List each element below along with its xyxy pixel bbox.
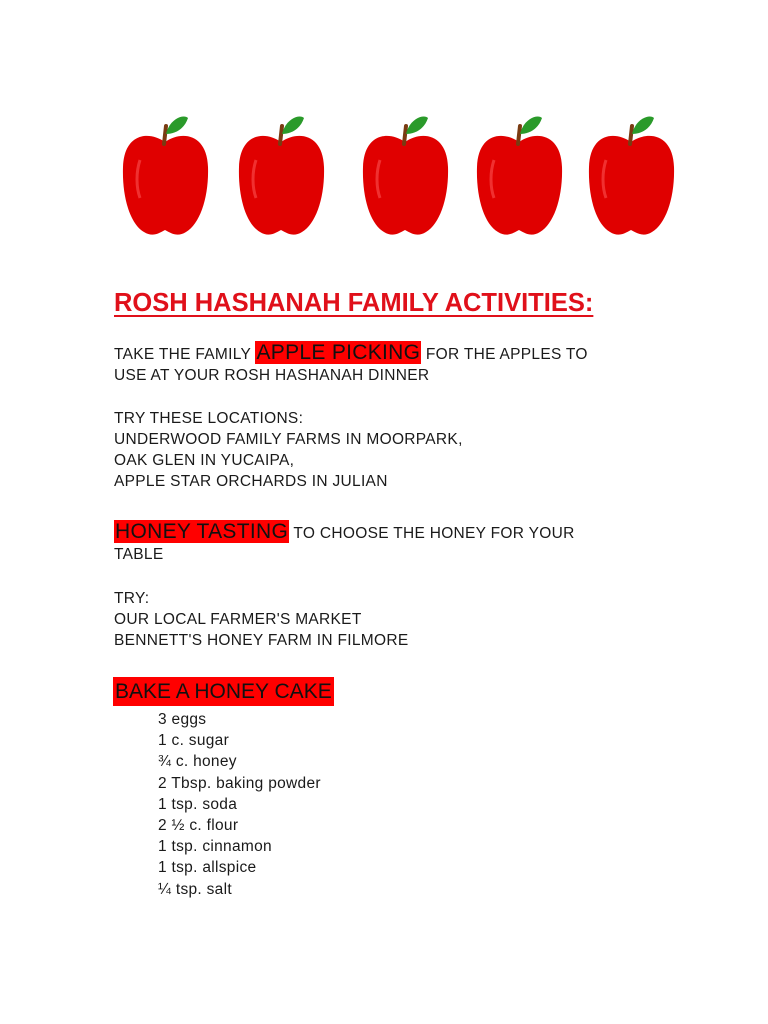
honey-tasting-paragraph [114,520,575,565]
apple-icon [234,112,329,242]
ingredient-item: 2 ½ c. flour [158,817,239,835]
apple-banner [110,112,690,247]
try-block [114,588,408,651]
ingredient-item: 1 tsp. soda [158,795,238,813]
apple-icon [472,112,567,242]
try-heading: TRY: [114,590,150,607]
honey-tasting-line2: TABLE [114,546,164,563]
try-item: OUR LOCAL FARMER'S MARKET [114,611,362,628]
page-title: ROSH HASHANAH FAMILY ACTIVITIES: [114,289,594,317]
apple-icon [358,112,453,242]
try-item: BENNETT'S HONEY FARM IN FILMORE [114,632,409,649]
ingredient-item: 1 tsp. cinnamon [158,838,272,856]
location-item: OAK GLEN IN YUCAIPA, [114,452,295,469]
apple-icon [118,112,213,242]
ingredient-item: ¼ tsp. salt [158,880,232,898]
honey-tasting-suffix: TO CHOOSE THE HONEY FOR YOUR [289,525,575,542]
locations-heading: TRY THESE LOCATIONS: [114,410,304,427]
apple-icon [584,112,679,242]
ingredient-item: ¾ c. honey [158,753,237,771]
locations-block [114,408,463,492]
ingredient-item: 2 Tbsp. baking powder [158,774,321,792]
ingredient-item: 3 eggs [158,711,207,728]
location-item: UNDERWOOD FAMILY FARMS IN MOORPARK, [114,431,463,448]
apple-picking-line2: USE AT YOUR ROSH HASHANAH DINNER [114,367,430,384]
location-item: APPLE STAR ORCHARDS IN JULIAN [114,473,388,490]
honey-tasting-highlight: HONEY TASTING [115,520,289,543]
ingredient-item: 1 tsp. allspice [158,859,257,877]
ingredient-list [158,709,321,900]
ingredient-item: 1 c. sugar [158,732,230,750]
honey-cake-heading: BAKE A HONEY CAKE [113,677,334,706]
apple-picking-highlight: APPLE PICKING [256,341,421,364]
apple-picking-suffix: FOR THE APPLES TO [421,346,588,363]
apple-picking-prefix: TAKE THE FAMILY [114,346,256,363]
apple-picking-paragraph [114,341,588,386]
